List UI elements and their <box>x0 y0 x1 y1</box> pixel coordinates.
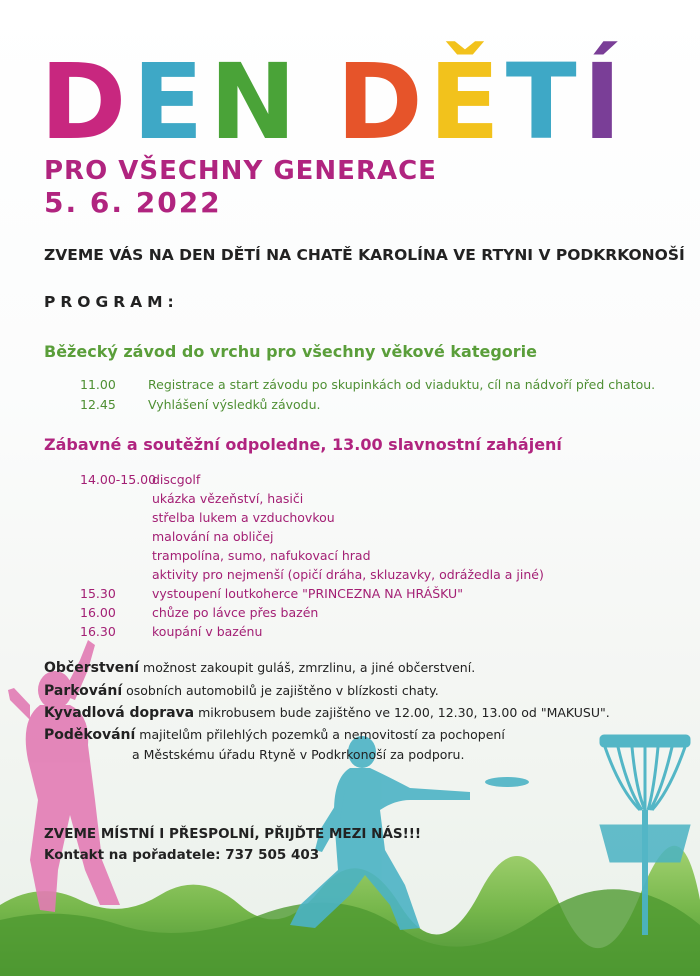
info-label: Kyvadlová doprava <box>44 705 195 721</box>
schedule-text: koupání v bazénu <box>152 624 263 639</box>
event-date: 5. 6. 2022 <box>44 186 222 219</box>
info-shuttle: Kyvadlová doprava mikrobusem bude zajištěno ve 12.00, 12.30, 13.00 od "MAKUSU". <box>44 705 610 721</box>
info-thanks: Poděkování majitelům přilehlých pozemků a nemovitostí za pochopení <box>44 727 505 743</box>
schedule-text: Vyhlášení výsledků závodu. <box>148 397 321 412</box>
info-label: Parkování <box>44 683 123 699</box>
event-title <box>40 41 620 163</box>
title-letter: T <box>505 41 575 163</box>
contact-line: Kontakt na pořadatele: 737 505 403 <box>44 847 320 863</box>
afternoon-heading: Zábavné a soutěžní odpoledne, 13.00 slavnostní zahájení <box>44 435 562 454</box>
info-label: Občerstvení <box>44 660 140 676</box>
invitation-line: ZVEME VÁS NA DEN DĚTÍ NA CHATĚ KAROLÍNA VE RTYNI V PODKRKONOŠÍ <box>44 246 685 264</box>
girl-silhouette <box>8 640 123 912</box>
schedule-time: 11.00 <box>80 377 116 392</box>
closing-invite: ZVEME MÍSTNÍ I PŘESPOLNÍ, PŘIJĎTE MEZI NÁS!!! <box>44 826 422 842</box>
schedule-time: 12.45 <box>80 397 116 412</box>
info-food: Občerstvení možnost zakoupit guláš, zmrzlinu, a jiné občerstvení. <box>44 660 476 676</box>
info-parking: Parkování osobních automobilů je zajištěno v blízkosti chaty. <box>44 683 439 699</box>
schedule-time: 15.30 <box>80 586 116 601</box>
schedule-time: 16.30 <box>80 624 116 639</box>
frisbee <box>485 777 529 787</box>
info-thanks-continued: a Městskému úřadu Rtyně v Podkrkonoší za podporu. <box>132 747 465 762</box>
title-letter: D <box>40 41 125 163</box>
title-letter: Í <box>582 41 620 163</box>
race-heading: Běžecký závod do vrchu pro všechny věkové kategorie <box>44 342 537 361</box>
schedule-text: chůze po lávce přes bazén <box>152 605 319 620</box>
schedule-text: discgolf <box>152 472 201 487</box>
schedule-text: vystoupení loutkoherce "PRINCEZNA NA HRÁŠKU" <box>152 586 463 601</box>
title-letter: N <box>209 41 295 163</box>
info-label: Poděkování <box>44 727 136 743</box>
title-letter: D <box>336 41 421 163</box>
schedule-time: 16.00 <box>80 605 116 620</box>
poster: D E N D Ě T Í PRO VŠECHNY GENERACE 5. 6. 2022 ZVEME VÁS NA DEN DĚTÍ NA CHATĚ KAROLÍNA VE RTYNI V PODKRKONOŠÍ PROGRAM: Běžecký závod do vrchu pro všechny věkové kategorie 11.00 Registrace a start závodu po skupinkách od viaduktu, cíl na nádvoří před chatou. 12.45 Vyhlášení výsledků závodu. Zábavné a soutěžní odpoledne, 13.00 slavnostní zahájení 14.00-15.00 discgolf ukázka vězeňství, hasiči střelba lukem a vzduchovkou malování na obličej trampolína, sumo, nafukovací hrad aktivity pro nejmenší (opičí dráha, skluzavky, odrážedla a jiné) 15.30 vystoupení loutkoherce "PRINCEZNA NA HRÁŠKU" 16.00 chůze po lávce přes bazén 16.30 koupání v bazénu Občerstvení možnost zakoupit guláš, zmrzlinu, a jiné občerstvení. Parkování osobních automobilů je zajištěno v blízkosti chaty. Kyvadlová doprava mikrobusem bude zajištěno ve 12.00, 12.30, 13.00 od "MAKUSU". Poděkování majitelům přilehlých pozemků a nemovitostí za pochopení a Městskému úřadu Rtyně v Podkrkonoší za podporu. ZVEME MÍSTNÍ I PŘESPOLNÍ, PŘIJĎTE MEZI NÁS!!! Kontakt na pořadatele: 737 505 403 <box>0 0 700 976</box>
title-letter: Ě <box>428 41 498 163</box>
title-letter: E <box>132 41 202 163</box>
schedule-text: Registrace a start závodu po skupinkách od viaduktu, cíl na nádvoří před chatou. <box>148 377 656 392</box>
program-label: PROGRAM: <box>44 293 179 311</box>
schedule-time: 14.00-15.00 <box>80 472 157 487</box>
subtitle: PRO VŠECHNY GENERACE <box>44 156 437 186</box>
